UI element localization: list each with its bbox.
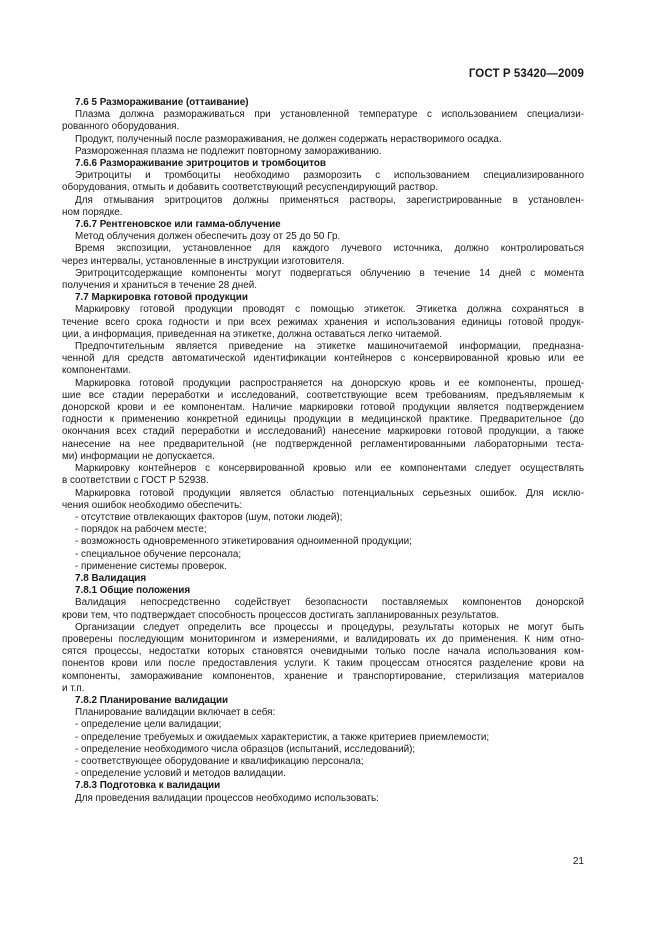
paragraph-line: Время экспозиции, установленное для каждого лучевого источника, должно контролироваться xyxy=(75,243,584,255)
paragraph-line: Продукт, полученный после размораживания, не должен содержать нерастворимого осадка. xyxy=(75,133,502,145)
document-body xyxy=(62,97,584,805)
paragraph-line: - определение цели валидации; xyxy=(75,719,222,731)
paragraph-continuation: в соответствии с ГОСТ Р 52938. xyxy=(62,475,209,487)
section-heading: 7.6.6 Размораживание эритроцитов и тромбоцитов xyxy=(75,158,326,170)
paragraph-continuation: компоненты, замораживание компонентов, хранение и транспортирование, стерилизация материалов xyxy=(62,670,584,682)
paragraph-line: Плазма должна размораживаться при установленной температуре с использованием специализи- xyxy=(75,109,584,121)
paragraph-continuation: ции, а информация, приведенная на этикетке, должна оставаться легко читаемой. xyxy=(62,328,443,340)
paragraph-continuation: через интервалы, установленные в инструкции изготовителя. xyxy=(62,255,345,267)
paragraph-line: Маркировку готовой продукции проводят с помощью этикеток. Этикетка должна сохраняться в xyxy=(75,304,584,316)
paragraph-line: Маркировка готовой продукции распространяется на донорскую кровь и ее компоненты, прошед- xyxy=(75,377,584,389)
paragraph-continuation: шие все стадии переработки и исследований, соответствующие всем требованиям, предъявляемым к xyxy=(62,389,584,401)
paragraph-line: Для проведения валидации процессов необходимо использовать: xyxy=(75,792,379,804)
paragraph-line: Валидация непосредственно содействует безопасности поставляемых компонентов донорской xyxy=(75,597,584,609)
paragraph-continuation: понентов крови или после предоставления услуги. К таким процессам относятся разделение крови на xyxy=(62,658,584,670)
paragraph-line: - соответствующее оборудование и квалификацию персонала; xyxy=(75,755,364,767)
paragraph-line: Метод облучения должен обеспечить дозу от 25 до 50 Гр. xyxy=(75,231,341,243)
section-heading: 7.8.3 Подготовка к валидации xyxy=(75,780,221,792)
paragraph-line: Маркировка готовой продукции является областью потенциальных серьезных ошибок. Для исклю- xyxy=(75,487,584,499)
paragraph-line: - специальное обучение персонала; xyxy=(75,548,242,560)
paragraph-line: - порядок на рабочем месте; xyxy=(75,524,207,536)
paragraph-line: Планирование валидации включает в себя: xyxy=(75,707,276,719)
paragraph-line: Размороженная плазма не подлежит повторному замораживанию. xyxy=(75,145,382,157)
section-heading: 7.8 Валидация xyxy=(75,572,147,584)
paragraph-continuation: годности к применению конкретной единицы продукции в медицинской практике. Предварительное (до xyxy=(62,414,584,426)
paragraph-continuation: оборудования, отмыть и добавить соответствующий ресуспендирующий раствор. xyxy=(62,182,438,194)
page-number: 21 xyxy=(572,856,584,867)
paragraph-continuation: ми) информации не допускается. xyxy=(62,450,215,462)
paragraph-line: Предпочтительным является приведение на этикетке машиночитаемой информации, предназна- xyxy=(75,341,584,353)
paragraph-continuation: сятся процессы, недостатки которых становятся очевидными только после начала использования ком- xyxy=(62,646,584,658)
paragraph-continuation: течение всего срока годности и при всех режимах хранения и использования единицы готовой продук- xyxy=(62,316,584,328)
paragraph-continuation: компонентами. xyxy=(62,365,131,377)
paragraph-continuation: и т.п. xyxy=(62,682,85,694)
paragraph-continuation: нанесение на нее предварительной (не подтвержденной регламентированными лабораторными теста- xyxy=(62,438,584,450)
paragraph-line: Эритроцитсодержащие компоненты могут подвергаться облучению в течение 14 дней с момента xyxy=(75,267,584,279)
paragraph-line: - определение необходимого числа образцов (испытаний, исследований); xyxy=(75,743,416,755)
section-heading: 7.6.7 Рентгеновское или гамма-облучение xyxy=(75,219,281,231)
paragraph-line: Эритроциты и тромбоциты необходимо разморозить с использованием специализированного xyxy=(75,170,584,182)
paragraph-continuation: получения и храниться в течение 28 дней. xyxy=(62,280,257,292)
paragraph-continuation: окончания всех стадий переработки и исследований) нанесение маркировки готовой продукции, а также xyxy=(62,426,584,438)
paragraph-line: - отсутствие отвлекающих факторов (шум, потоки людей); xyxy=(75,511,343,523)
paragraph-line: Организации следует определить все процессы и процедуры, результаты которых не могут быть xyxy=(75,621,584,633)
paragraph-line: - возможность одновременного этикетирования одноименной продукции; xyxy=(75,536,412,548)
paragraph-line: Маркировку контейнеров с консервированной кровью или ее компонентами следует осуществлять xyxy=(75,463,584,475)
paragraph-line: - определение требуемых и ожидаемых характеристик, а также критериев приемлемости; xyxy=(75,731,490,743)
paragraph-line: - определение условий и методов валидации. xyxy=(75,768,286,780)
paragraph-line: - применение системы проверок. xyxy=(75,560,227,572)
section-heading: 7.6 5 Размораживание (оттаивание) xyxy=(75,97,249,108)
standard-number: ГОСТ Р 53420—2009 xyxy=(468,68,584,80)
section-heading: 7.8.1 Общие положения xyxy=(75,585,191,597)
paragraph-line: Для отмывания эритроцитов должны применяться растворы, зарегистрированные в установлен- xyxy=(75,194,584,206)
section-heading: 7.8.2 Планирование валидации xyxy=(75,694,229,706)
paragraph-continuation: крови тем, что подтверждает способность процессов достигать запланированных результатов. xyxy=(62,609,500,621)
paragraph-continuation: проверены последующим мониторингом и измерениями, и валидировать их до применения. К ним отно- xyxy=(62,633,584,645)
section-heading: 7.7 Маркировка готовой продукции xyxy=(75,292,248,304)
paragraph-continuation: ном порядке. xyxy=(62,206,123,218)
paragraph-continuation: ченной для средств автоматической идентификации контейнеров с консервированной кровью или ее xyxy=(62,353,584,365)
paragraph-continuation: донорской крови и ее компонентам. Наличие маркировки готовой продукции является подтверждением xyxy=(62,402,584,414)
paragraph-continuation: рованного оборудования. xyxy=(62,121,180,133)
paragraph-continuation: чения ошибок необходимо обеспечить: xyxy=(62,499,243,511)
